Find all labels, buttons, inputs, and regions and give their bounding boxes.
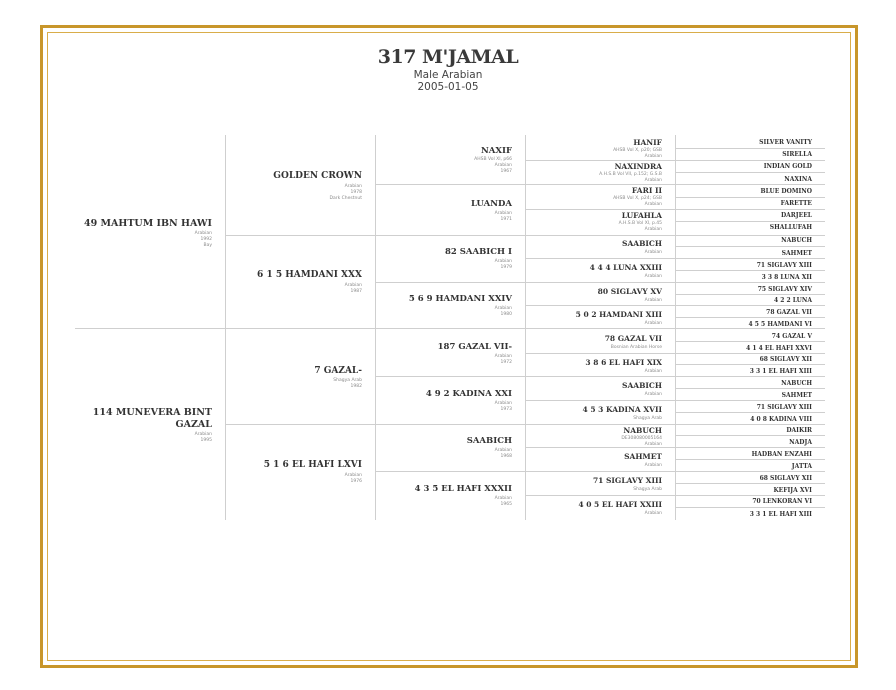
g5-name: 4 0 8 KADINA VIII (750, 416, 812, 423)
g4-breed: Shagya Arab (633, 487, 662, 492)
g4-reg: AHSB Vol X, p20; GSB (613, 148, 662, 153)
grid-line (675, 376, 825, 377)
grid-line (675, 412, 825, 413)
g4-reg: A.H.S.B Vol VII, p.152; G.S.B (599, 172, 662, 177)
g4-reg: A.H.S.B Vol XI, p.45 (618, 221, 662, 226)
dam-breed: Arabian (194, 432, 212, 437)
grid-line (375, 471, 675, 472)
grid-line (675, 317, 825, 318)
dam-name-line1: 114 MUNEVERA BINT (92, 407, 212, 418)
grid-line (675, 246, 825, 247)
grid-line (675, 235, 825, 236)
g4-name: 71 SIGLAVY XIII (592, 476, 662, 485)
g5-name: 70 LENKORAN VI (752, 498, 812, 505)
grid-line (525, 400, 675, 401)
g3-name: NAXIF (481, 146, 512, 156)
g2-year: 1976 (350, 479, 362, 484)
g2-name: 6 1 5 HAMDANI XXX (257, 270, 362, 280)
g5-name: SAHMET (781, 392, 812, 399)
grid-line (675, 471, 825, 472)
g3-name: 4 9 2 KADINA XXI (425, 389, 512, 399)
g3-breed: Arabian (494, 354, 512, 359)
g4-name: 4 4 4 LUNA XXIII (589, 263, 662, 272)
g5-name: 3 3 8 LUNA XII (761, 274, 812, 281)
g4-name: 4 0 5 EL HAFI XXIII (578, 500, 662, 509)
g5-name: 78 GAZAL VII (766, 309, 812, 316)
g5-name: 75 SIGLAVY XIV (757, 286, 812, 293)
grid-line (675, 197, 825, 198)
g4-name: HANIF (633, 138, 662, 147)
g4-breed: Arabian (644, 321, 662, 326)
g5-name: 4 2 2 LUNA (773, 297, 812, 304)
g2-year: 1987 (350, 289, 362, 294)
grid-line (525, 160, 675, 161)
grid-line (675, 364, 825, 365)
g5-name: 3 3 1 EL HAFI XIII (749, 368, 812, 375)
g3-breed: Arabian (494, 306, 512, 311)
grid-line (675, 495, 825, 496)
grid-line (225, 235, 675, 236)
g4-breed: Shagya Arab (633, 416, 662, 421)
grid-line (675, 447, 825, 448)
grid-line (675, 160, 825, 161)
sire-name: 49 MAHTUM IBN HAWI (83, 218, 212, 229)
grid-line (525, 495, 675, 496)
g3-name: 187 GAZAL VII- (437, 342, 512, 352)
g3-breed: Arabian (494, 401, 512, 406)
g3-reg: AHSB Vol XI, p66 (474, 157, 512, 162)
g3-year: 1965 (500, 502, 512, 507)
g4-breed: Arabian (644, 154, 662, 159)
g5-name: INDIAN GOLD (763, 163, 812, 170)
grid-line (675, 483, 825, 484)
g3-breed: Arabian (494, 259, 512, 264)
dam-year: 1995 (200, 438, 212, 443)
grid-line (75, 328, 675, 329)
g5-name: 4 5 5 HAMDANI VI (748, 321, 812, 328)
g3-breed: Arabian (494, 163, 512, 168)
grid-line (675, 172, 825, 173)
grid-line (675, 282, 825, 283)
grid-line (525, 447, 675, 448)
g4-breed: Arabian (644, 250, 662, 255)
g4-name: 3 8 6 EL HAFI XIX (585, 358, 662, 367)
horse-birth-date: 2005-01-05 (417, 81, 479, 93)
g2-year: 1982 (350, 384, 362, 389)
dam-name-line2: GAZAL (175, 419, 212, 430)
g5-name: SAHMET (781, 250, 812, 257)
g5-name: 71 SIGLAVY XIII (756, 262, 812, 269)
g3-year: 1979 (500, 265, 512, 270)
g4-name: SAABICH (622, 381, 662, 390)
g2-name: 5 1 6 EL HAFI LXVI (263, 460, 362, 470)
sire-breed: Arabian (194, 231, 212, 236)
g4-breed: Arabian (644, 369, 662, 374)
g3-name: 4 3 5 EL HAFI XXXII (414, 484, 512, 494)
g4-name: 78 GAZAL VII (604, 334, 662, 343)
grid-line (675, 221, 825, 222)
grid-line (675, 209, 825, 210)
g4-name: NABUCH (623, 426, 662, 435)
g5-name: 3 3 1 EL HAFI XIII (749, 511, 812, 518)
g2-name: GOLDEN CROWN (273, 171, 362, 181)
grid-line (675, 435, 825, 436)
g5-name: NADJA (789, 439, 812, 446)
grid-line (525, 353, 675, 354)
g5-name: SILVER VANITY (759, 139, 812, 146)
grid-line (675, 424, 825, 425)
g4-breed: Arabian (644, 274, 662, 279)
g5-name: KEFIJA XVI (773, 487, 812, 494)
g3-breed: Arabian (494, 211, 512, 216)
grid-line (375, 376, 675, 377)
g5-name: FARETTE (780, 200, 812, 207)
g3-breed: Arabian (494, 448, 512, 453)
g4-reg: AHSB Vol X, p24; GSB (613, 196, 662, 201)
horse-sex-breed: Male Arabian (413, 69, 483, 81)
g3-name: 82 SAABICH I (444, 247, 512, 257)
grid-line (675, 270, 825, 271)
g5-name: 4 1 4 EL HAFI XXVI (746, 345, 812, 352)
g5-name: 68 SIGLAVY XII (759, 475, 812, 482)
grid-line (675, 294, 825, 295)
g5-name: 74 GAZAL V (771, 333, 812, 340)
g3-name: 5 6 9 HAMDANI XXIV (408, 294, 512, 304)
g4-breed: Arabian (644, 442, 662, 447)
g4-breed: Arabian (644, 511, 662, 516)
sire-color: Bay (203, 243, 212, 248)
g5-name: NAXINA (784, 176, 812, 183)
grid-line (675, 328, 825, 329)
g4-breed: Bosnian Arabian Horse (610, 345, 662, 350)
g2-year: 1978 (350, 190, 362, 195)
g5-name: SHALLUFAH (769, 224, 812, 231)
g4-name: LUFAHLA (621, 211, 662, 220)
g5-name: NABUCH (781, 237, 812, 244)
horse-name: 317 M'JAMAL (377, 46, 519, 68)
g3-year: 1968 (500, 454, 512, 459)
g4-name: 80 SIGLAVY XV (597, 287, 662, 296)
grid-line (375, 282, 675, 283)
g4-breed: Arabian (644, 202, 662, 207)
grid-line (525, 305, 675, 306)
g5-name: JATTA (791, 463, 812, 470)
g5-name: 71 SIGLAVY XIII (756, 404, 812, 411)
g3-name: SAABICH (466, 436, 512, 446)
grid-line (675, 353, 825, 354)
g4-breed: Arabian (644, 227, 662, 232)
g5-name: HADBAN ENZAHI (751, 451, 812, 458)
g2-breed: Arabian (344, 473, 362, 478)
g4-name: 4 5 3 KADINA XVII (582, 405, 662, 414)
grid-line (675, 258, 825, 259)
g2-breed: Arabian (344, 283, 362, 288)
grid-line (675, 507, 825, 508)
g5-name: BLUE DOMINO (760, 188, 812, 195)
g2-breed: Shagya Arab (333, 378, 362, 383)
grid-line (675, 400, 825, 401)
g4-breed: Arabian (644, 463, 662, 468)
g4-name: NAXINDRA (614, 162, 662, 171)
grid-line (375, 184, 675, 185)
grid-line (225, 424, 675, 425)
g2-breed: Arabian (344, 184, 362, 189)
g5-name: DAIKIR (786, 427, 812, 434)
sire-year: 1992 (200, 237, 212, 242)
g2-name: 7 GAZAL- (314, 366, 362, 376)
grid-line (525, 209, 675, 210)
g3-year: 1967 (500, 169, 512, 174)
g3-year: 1973 (500, 407, 512, 412)
g5-name: 68 SIGLAVY XII (759, 356, 812, 363)
g4-breed: Arabian (644, 392, 662, 397)
g3-year: 1980 (500, 312, 512, 317)
g3-breed: Arabian (494, 496, 512, 501)
grid-line (675, 341, 825, 342)
g3-year: 1971 (500, 217, 512, 222)
g5-name: DARJEEL (780, 212, 812, 219)
g4-name: FARI II (631, 186, 662, 195)
g5-name: SIRELLA (782, 151, 812, 158)
g5-name: NABUCH (781, 380, 812, 387)
grid-line (675, 184, 825, 185)
grid-line (675, 459, 825, 460)
g4-name: 5 0 2 HAMDANI XIII (575, 310, 662, 319)
g3-year: 1972 (500, 360, 512, 365)
g4-reg: DE308080005164 (621, 436, 662, 441)
g4-name: SAHMET (624, 452, 662, 461)
grid-line (675, 305, 825, 306)
g4-breed: Arabian (644, 298, 662, 303)
grid-line (675, 148, 825, 149)
g4-name: SAABICH (622, 239, 662, 248)
g3-name: LUANDA (471, 199, 512, 209)
grid-line (675, 388, 825, 389)
g2-color: Dark Chestnut (329, 196, 362, 201)
grid-line (525, 258, 675, 259)
g4-breed: Arabian (644, 178, 662, 183)
